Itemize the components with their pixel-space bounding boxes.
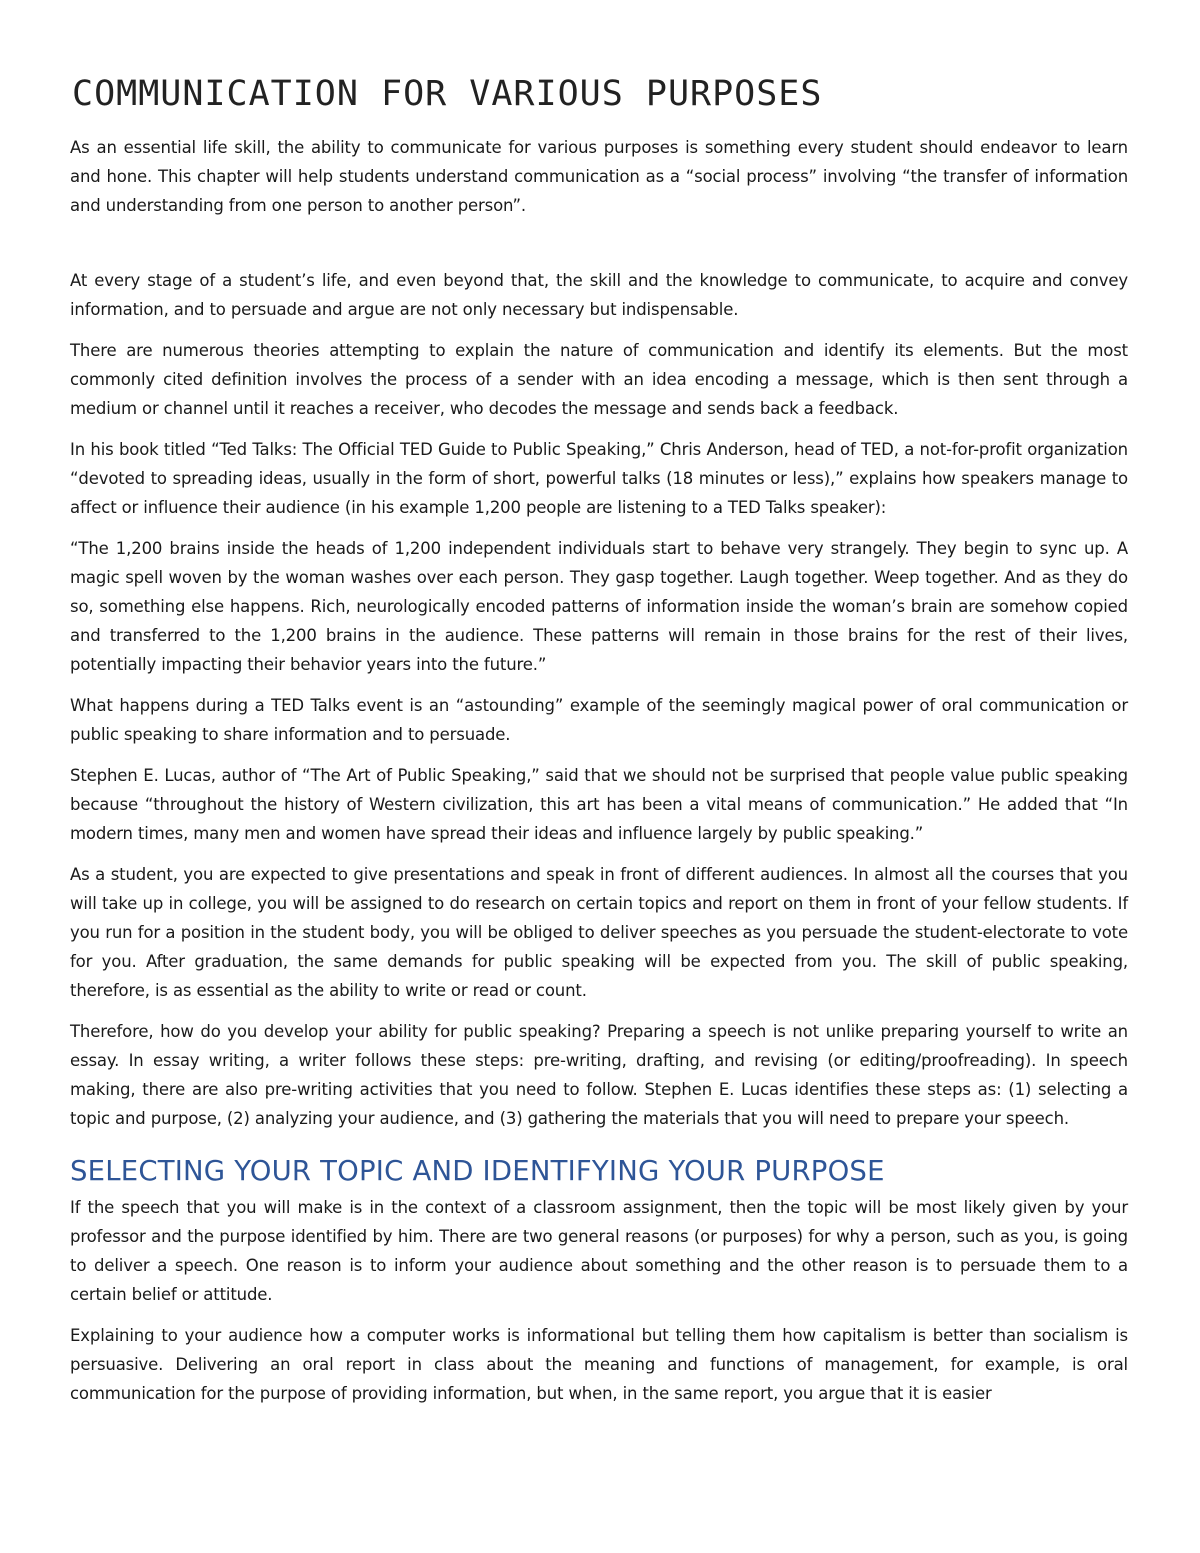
body-paragraph: Stephen E. Lucas, author of “The Art of Public Speaking,” said that we should not be surprised that people value public speaking because “throughout the history of Western civilization, this art has been a vital means of communication.” He added that “In modern times, many men and women have spread their ideas and influence largely by public speaking.”: [70, 766, 1128, 843]
section-paragraph: Explaining to your audience how a computer works is informational but telling them how capitalism is better than socialism is persuasive. Delivering an oral report in class about the meaning and functions of management, for example, is oral communication for the purpose of providing information, but when, in the same report, you argue that it is easier: [70, 1326, 1128, 1403]
section-paragraph: If the speech that you will make is in the context of a classroom assignment, then the topic will be most likely given by your professor and the purpose identified by him. There are two general reasons (or purposes) for why a person, such as you, is going to deliver a speech. One reason is to inform your audience about something and the other reason is to persuade them to a certain belief or attitude.: [70, 1198, 1128, 1304]
quote-paragraph: “The 1,200 brains inside the heads of 1,200 independent individuals start to behave very strangely. They begin to sync up. A magic spell woven by the woman washes over each person. They gasp together. Laugh together. Weep together. And as they do so, something else happens. Rich, neurologically encoded patterns of information inside the woman’s brain are somehow copied and transferred to the 1,200 brains in the audience. These patterns will remain in those brains for the rest of their lives, potentially impacting their behavior years into the future.”: [70, 539, 1128, 674]
body-paragraph: At every stage of a student’s life, and even beyond that, the skill and the knowledge to communicate, to acquire and convey information, and to persuade and argue are not only necessary but indispensable.: [70, 271, 1128, 319]
body-paragraph: As a student, you are expected to give presentations and speak in front of different audiences. In almost all the courses that you will take up in college, you will be assigned to do research on certain topics and report on them in front of your fellow students. If you run for a position in the student body, you will be obliged to deliver speeches as you persuade the student-electorate to vote for you. After graduation, the same demands for public speaking will be expected from you. The skill of public speaking, therefore, is as essential as the ability to write or read or count.: [70, 865, 1128, 1000]
body-paragraph: In his book titled “Ted Talks: The Official TED Guide to Public Speaking,” Chris Anderson, head of TED, a not-for-profit organization “devoted to spreading ideas, usually in the form of short, powerful talks (18 minutes or less),” explains how speakers manage to affect or influence their audience (in his example 1,200 people are listening to a TED Talks speaker):: [70, 440, 1128, 517]
body-paragraph: What happens during a TED Talks event is an “astounding” example of the seemingly magical power of oral communication or public speaking to share information and to persuade.: [70, 696, 1128, 744]
body-paragraph: Therefore, how do you develop your ability for public speaking? Preparing a speech is not unlike preparing yourself to write an essay. In essay writing, a writer follows these steps: pre-writing, drafting, and revising (or editing/proofreading). In speech making, there are also pre-writing activities that you need to follow. Stephen E. Lucas identifies these steps as: (1) selecting a topic and purpose, (2) analyzing your audience, and (3) gathering the materials that you will need to prepare your speech.: [70, 1022, 1128, 1128]
intro-paragraph: As an essential life skill, the ability to communicate for various purposes is something every student should endeavor to learn and hone. This chapter will help students understand communication as a “social process” involving “the transfer of information and understanding from one person to another person”.: [70, 138, 1128, 215]
document-title: COMMUNICATION FOR VARIOUS PURPOSES: [72, 74, 823, 114]
body-paragraph: There are numerous theories attempting to explain the nature of communication and identify its elements. But the most commonly cited definition involves the process of a sender with an idea encoding a message, which is then sent through a medium or channel until it reaches a receiver, who decodes the message and sends back a feedback.: [70, 341, 1128, 418]
section-heading: SELECTING YOUR TOPIC AND IDENTIFYING YOUR PURPOSE: [70, 1155, 885, 1187]
